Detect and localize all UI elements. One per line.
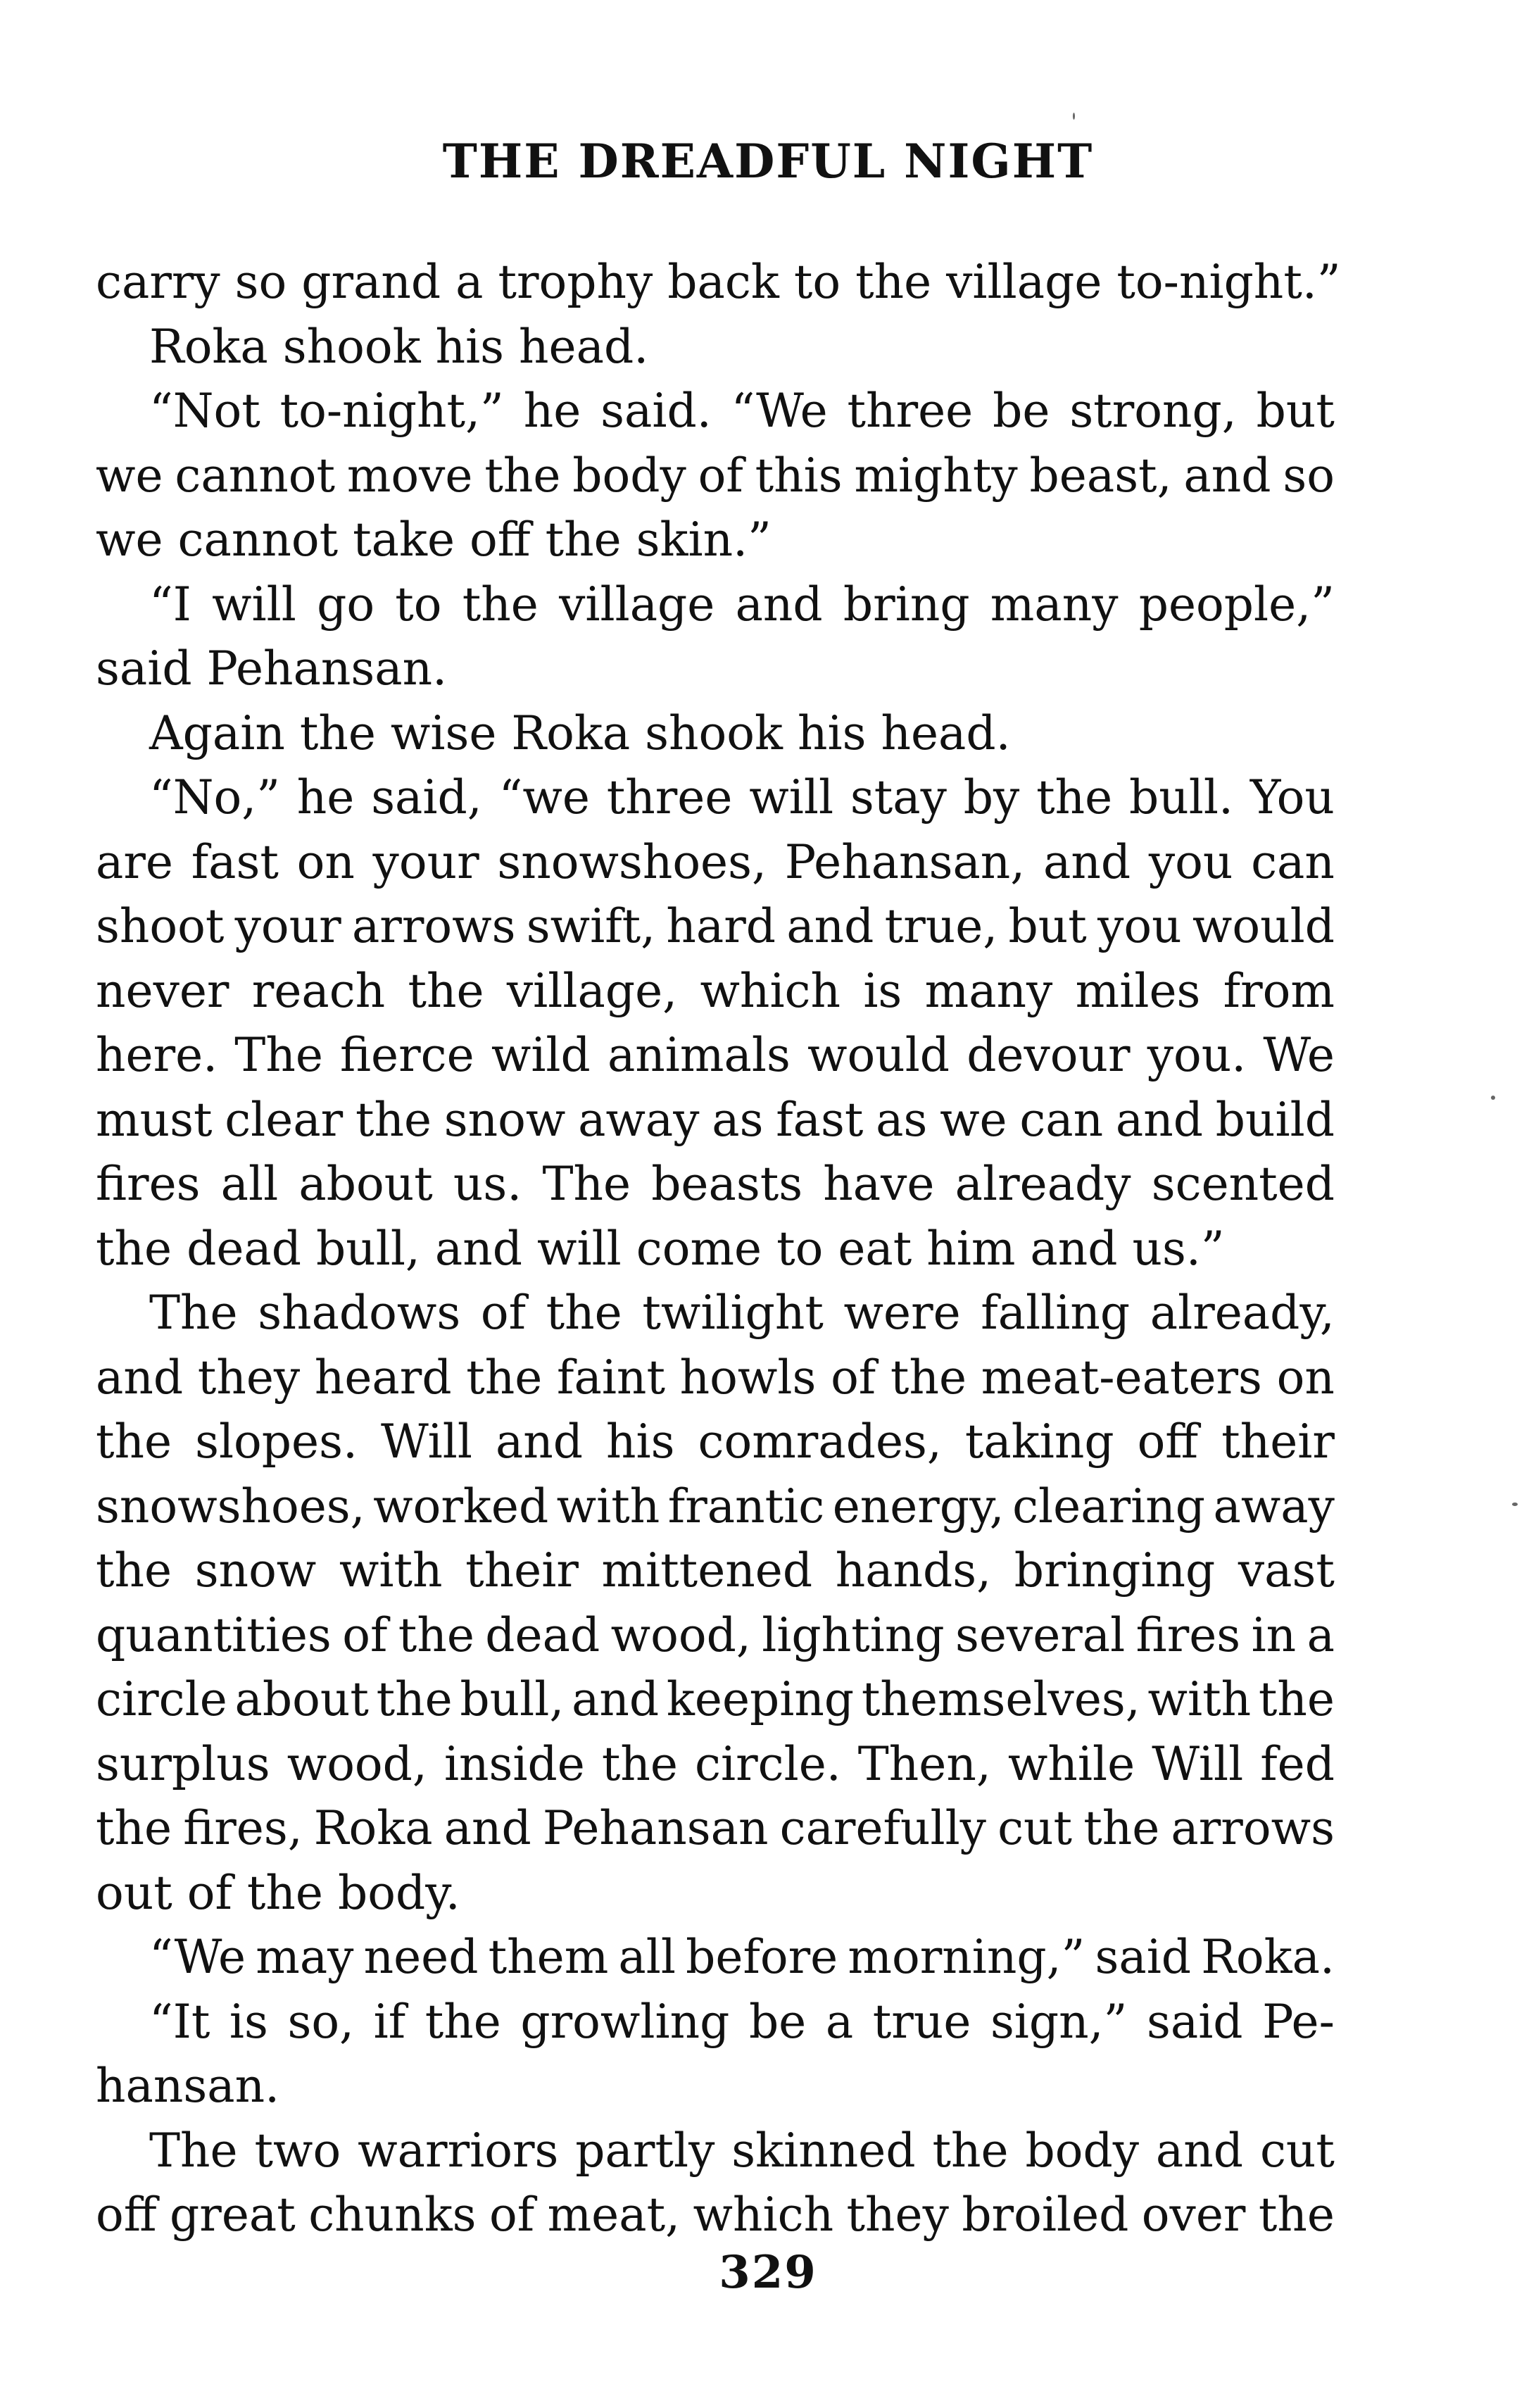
text-line: fires all about us. The beasts have already scented: [96, 1157, 1335, 1211]
text-line: “I will go to the village and bring many people,”: [149, 577, 1335, 632]
text-line: out of the body.: [96, 1865, 460, 1920]
scan-speck: [1512, 1503, 1518, 1506]
text-line: carry so grand a trophy back to the village to-night.”: [96, 255, 1341, 309]
text-line: “It is so, if the growling be a true sign,” said Pe-: [149, 1994, 1335, 2049]
text-line: quantities of the dead wood, lighting several fires in a: [96, 1607, 1335, 1662]
text-line: “Not to-night,” he said. “We three be strong, but: [149, 384, 1335, 438]
text-line: shoot your arrows swift, hard and true, but you would: [96, 899, 1335, 953]
text-line: never reach the village, which is many miles from: [96, 963, 1335, 1018]
text-line: we cannot move the body of this mighty beast, and so: [96, 448, 1335, 503]
text-line: Roka shook his head.: [149, 319, 649, 374]
text-line: off great chunks of meat, which they broiled over the: [96, 2188, 1335, 2242]
text-line: The two warriors partly skinned the body and cut: [149, 2123, 1335, 2178]
text-line: the dead bull, and will come to eat him and us.”: [96, 1221, 1225, 1276]
text-line: are fast on your snowshoes, Pehansan, and you can: [96, 834, 1335, 889]
running-head: THE DREADFUL NIGHT: [442, 134, 1094, 189]
text-line: hansan.: [96, 2059, 280, 2113]
text-line: must clear the snow away as fast as we can and build: [96, 1092, 1335, 1147]
text-line: the slopes. Will and his comrades, taking off their: [96, 1415, 1335, 1469]
text-line: The shadows of the twilight were falling already,: [149, 1286, 1335, 1340]
text-line: said Pehansan.: [96, 641, 448, 696]
text-line: Again the wise Roka shook his head.: [149, 706, 1011, 760]
text-line: snowshoes, worked with frantic energy, clearing away: [96, 1479, 1335, 1534]
body-text: [96, 250, 1341, 2247]
text-line: “We may need them all before morning,” said Roka.: [149, 1930, 1335, 1984]
scan-speck: [1073, 113, 1075, 120]
text-line: surplus wood, inside the circle. Then, while Will fed: [96, 1736, 1335, 1791]
text-line: we cannot take off the skin.”: [96, 513, 772, 567]
text-line: “No,” he said, “we three will stay by the bull. You: [149, 770, 1335, 824]
text-line: here. The fierce wild animals would devour you. We: [96, 1028, 1335, 1082]
text-line: the snow with their mittened hands, bringing vast: [96, 1543, 1335, 1598]
text-line: and they heard the faint howls of the meat-eaters on: [96, 1350, 1335, 1405]
scan-speck: [1491, 1096, 1495, 1100]
text-line: the fires, Roka and Pehansan carefully cut the arrows: [96, 1801, 1335, 1855]
text-line: circle about the bull, and keeping themselves, with the: [96, 1672, 1335, 1726]
page-number: 329: [719, 2246, 817, 2299]
